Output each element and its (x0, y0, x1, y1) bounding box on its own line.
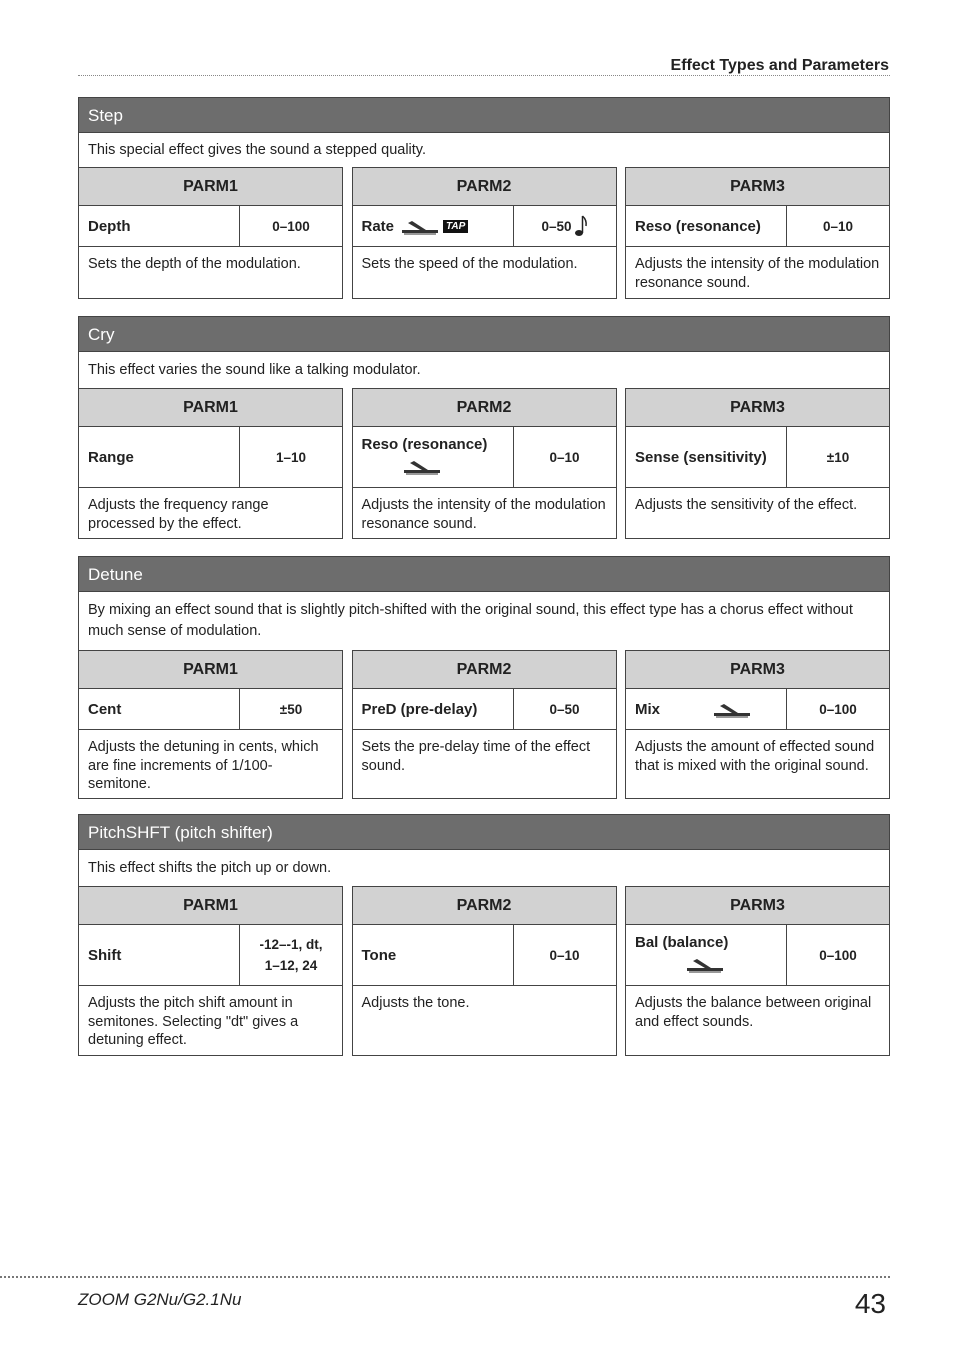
section-detune (78, 556, 890, 799)
param-description: Adjusts the pitch shift amount in semitones. Selecting "dt" gives a detuning effect. (88, 995, 299, 1048)
param-card-parm1 (78, 388, 343, 539)
param-range: 0–50 (541, 218, 572, 234)
param-name: Mix (635, 700, 661, 718)
param-name: Sense (sensitivity) (626, 427, 787, 487)
param-name-cell (353, 427, 514, 487)
expression-pedal-icon (402, 457, 442, 475)
section-description: This effect varies the sound like a talking modulator. (78, 352, 890, 388)
param-name-cell (353, 206, 514, 246)
param-card-parm2 (352, 388, 617, 539)
param-range: 0–100 (819, 947, 857, 963)
param-card-parm3 (625, 650, 890, 799)
param-description: Adjusts the detuning in cents, which are fine increments of 1/100-semitone. (88, 739, 319, 792)
section-title: Step (78, 97, 890, 133)
footer-model-name: ZOOM G2Nu/G2.1Nu (78, 1290, 242, 1309)
param-heading: PARM2 (353, 168, 616, 206)
section-cry (78, 316, 890, 539)
header-rule (78, 75, 890, 76)
param-name: PreD (pre-delay) (353, 689, 514, 729)
tap-badge: TAP (443, 220, 468, 233)
param-description: Adjusts the intensity of the modulation resonance sound. (361, 497, 606, 532)
param-description: Sets the depth of the modulation. (88, 256, 301, 272)
param-range: 0–10 (549, 947, 580, 963)
expression-pedal-icon (685, 955, 725, 973)
param-card-parm2 (352, 886, 617, 1056)
section-description: This special effect gives the sound a stepped quality. (78, 133, 890, 167)
param-range: ±10 (826, 449, 850, 465)
param-range: 0–10 (822, 218, 854, 234)
param-card-parm2 (352, 650, 617, 799)
param-range-cell (514, 206, 616, 246)
param-card-parm1 (78, 167, 343, 299)
param-name: Depth (79, 206, 240, 246)
param-range: 1–10 (275, 449, 307, 465)
param-heading: PARM1 (79, 389, 342, 427)
param-name: Reso (resonance) (626, 206, 787, 246)
param-description: Adjusts the balance between original and effect sounds. (635, 995, 872, 1030)
param-heading: PARM1 (79, 168, 342, 206)
param-range-line2: 1–12, 24 (264, 958, 318, 973)
footer-rule (0, 1276, 890, 1278)
param-name: Range (79, 427, 240, 487)
param-heading: PARM2 (353, 887, 616, 925)
param-heading: PARM3 (626, 887, 889, 925)
param-range: 0–100 (272, 218, 310, 234)
param-name: Tone (353, 925, 514, 985)
param-card-parm2 (352, 167, 617, 299)
param-range-line1: -12–-1, dt, (259, 937, 323, 952)
param-heading: PARM1 (79, 887, 342, 925)
param-name: Rate (361, 217, 395, 235)
param-heading: PARM2 (353, 389, 616, 427)
param-card-parm1 (78, 650, 343, 799)
param-description: Adjusts the tone. (361, 995, 470, 1011)
param-name-cell (626, 925, 787, 985)
param-name-cell (626, 689, 787, 729)
param-card-parm3 (625, 886, 890, 1056)
expression-pedal-icon (712, 700, 752, 718)
param-range: 0–50 (549, 701, 580, 717)
param-heading: PARM3 (626, 651, 889, 689)
eighth-note-icon (574, 214, 588, 238)
section-title: Detune (78, 556, 890, 592)
param-heading: PARM3 (626, 389, 889, 427)
param-heading: PARM2 (353, 651, 616, 689)
section-description: This effect shifts the pitch up or down. (78, 850, 890, 886)
param-description: Adjusts the sensitivity of the effect. (635, 497, 858, 513)
param-range: 0–10 (549, 449, 580, 465)
page-number: 43 (854, 1288, 886, 1319)
param-range: 0–100 (819, 701, 857, 717)
param-description: Sets the pre-delay time of the effect sound. (361, 739, 591, 774)
param-description: Adjusts the amount of effected sound that is mixed with the original sound. (635, 739, 875, 774)
param-range: ±50 (279, 701, 303, 717)
section-pitchshft (78, 814, 890, 1056)
section-title: PitchSHFT (pitch shifter) (78, 814, 890, 850)
param-name: Cent (79, 689, 240, 729)
param-name: Shift (79, 925, 240, 985)
param-range-cell (240, 925, 342, 985)
section-title: Cry (78, 316, 890, 352)
param-description: Sets the speed of the modulation. (361, 256, 578, 272)
param-description: Adjusts the intensity of the modulation resonance sound. (635, 256, 880, 291)
param-card-parm1 (78, 886, 343, 1056)
param-card-parm3 (625, 388, 890, 539)
expression-pedal-icon (400, 217, 440, 235)
section-description: By mixing an effect sound that is slightly pitch-shifted with the original sound, this effect type has a chorus effect without much sense of modulation. (78, 592, 890, 650)
param-name: Reso (resonance) (361, 436, 488, 453)
param-name: Bal (balance) (635, 934, 729, 951)
param-card-parm3 (625, 167, 890, 299)
section-step (78, 97, 890, 299)
param-heading: PARM1 (79, 651, 342, 689)
param-description: Adjusts the frequency range processed by the effect. (88, 497, 269, 532)
page-header-title: Effect Types and Parameters (670, 57, 889, 74)
param-heading: PARM3 (626, 168, 889, 206)
